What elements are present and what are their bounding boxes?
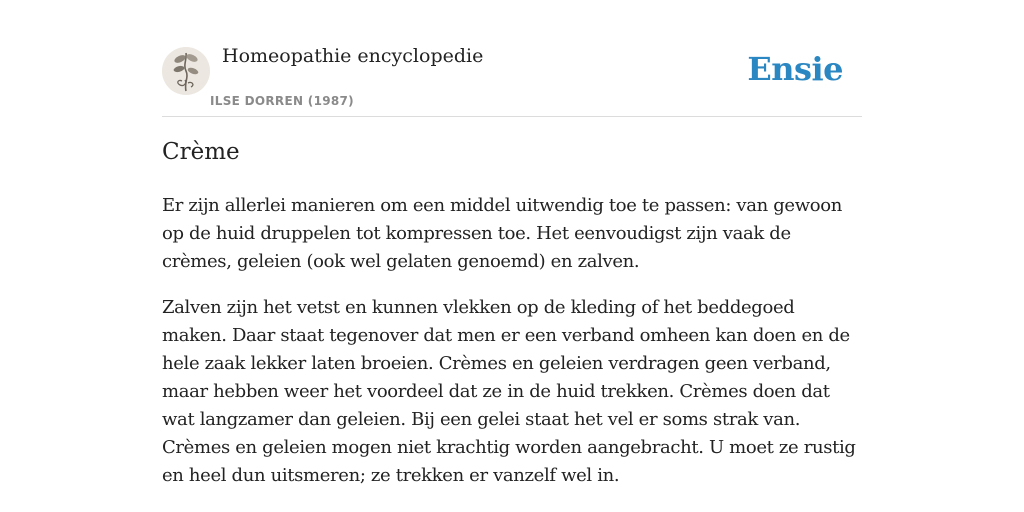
paragraph: Zalven zijn het vetst en kunnen vlekken op de kleding of het beddegoed maken. Daar staat tegenover dat men er een verband omheen kan doen en de hele zaak lekker laten broeien. Crèmes en geleien verdragen geen verband, maar hebben weer het voordeel dat ze in de huid trekken. Crèmes doen dat wat langzamer dan geleien. Bij een gelei staat het vel er soms strak van. Crèmes en geleien mogen niet krachtig worden aangebracht. U moet ze rustig en heel dun uitsmeren; ze trekken er vanzelf wel in.: [162, 297, 856, 486]
book-title[interactable]: Homeopathie encyclopedie: [222, 45, 484, 67]
book-avatar[interactable]: [162, 47, 210, 95]
entry-body: [162, 192, 862, 508]
paragraph: Er zijn allerlei manieren om een middel uitwendig toe te passen: van gewoon op de huid druppelen tot kompressen toe. Het eenvoudigst zijn vaak de crèmes, geleien (ook wel gelaten genoemd) en zalven.: [162, 195, 842, 272]
author-label[interactable]: ILSE DORREN (1987): [210, 94, 354, 108]
herb-plant-icon: [162, 47, 210, 95]
entry-title: Crème: [162, 139, 240, 165]
article-page: [162, 0, 862, 486]
ensie-logo[interactable]: Ensie: [747, 50, 843, 88]
book-header: [162, 0, 862, 117]
